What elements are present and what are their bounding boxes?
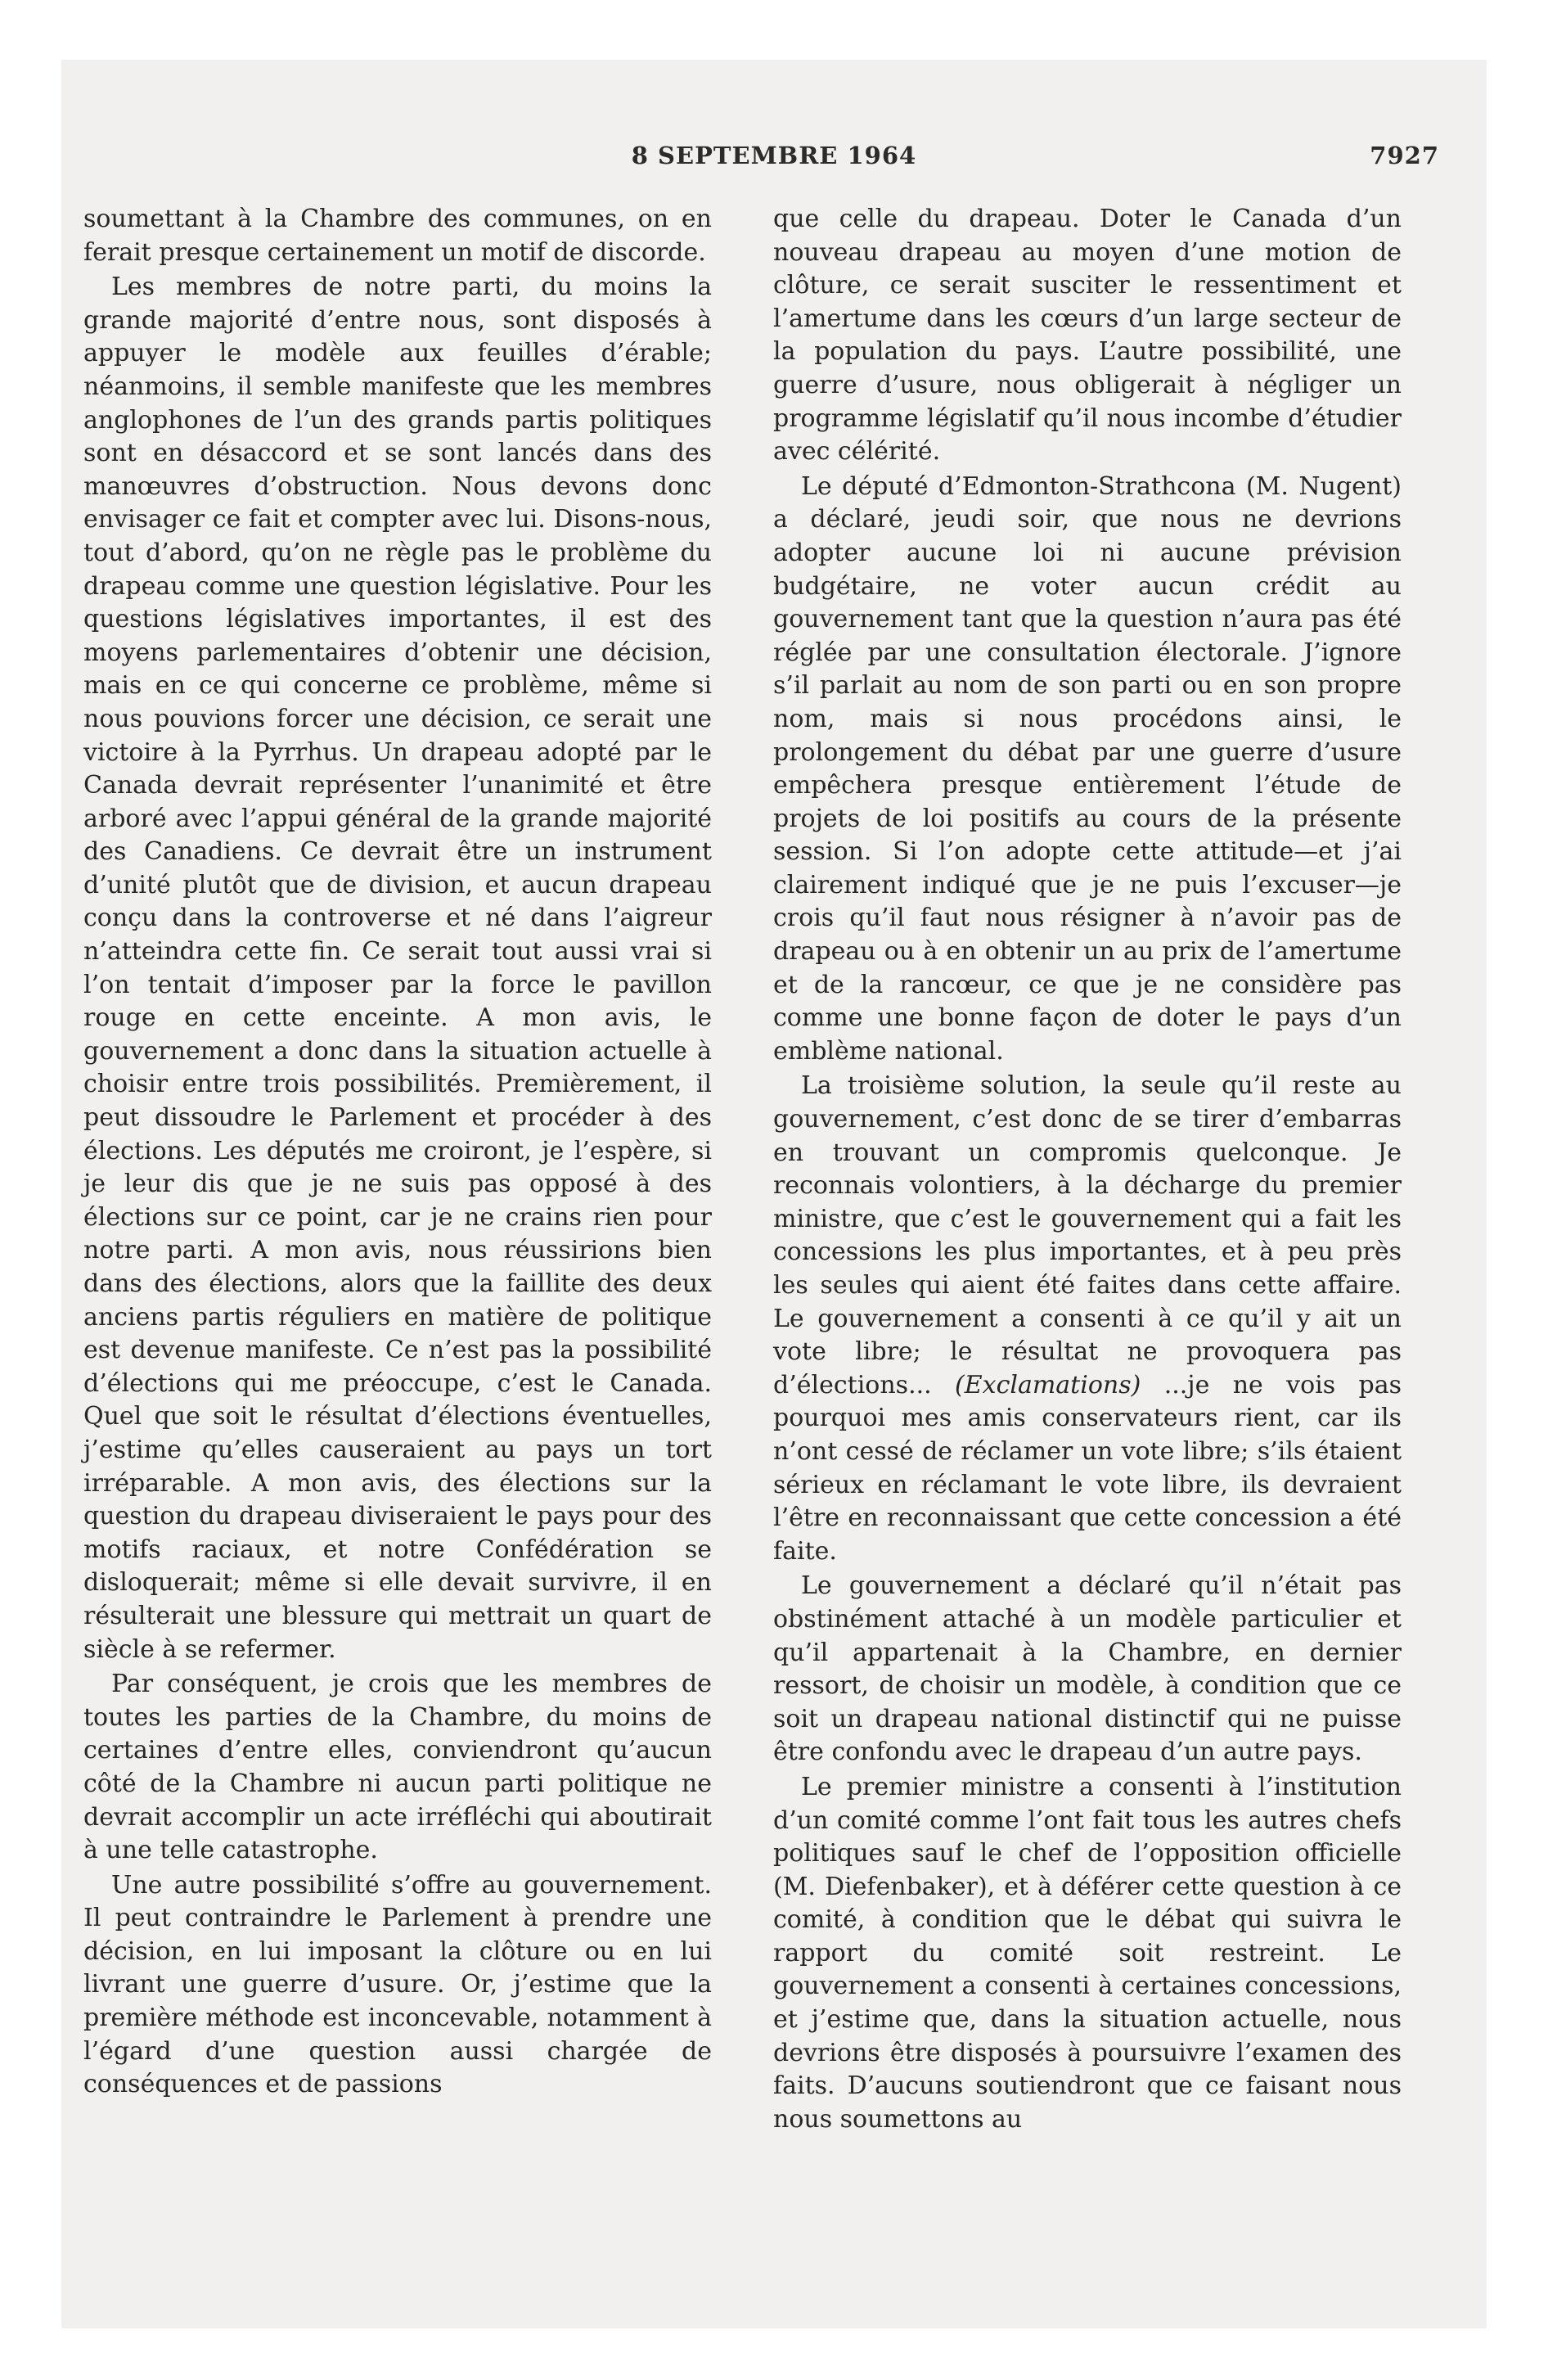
paragraph: Le premier ministre a consenti à l’institution d’un comité comme l’ont fait tous les autres chefs politiques sauf le chef de l’opposition officielle (M. Diefenbaker), et à déférer cette question à ce comité, à condition que le débat qui suivra le rapport du comité soit restreint. Le gouvernement a consenti à certaines concessions, et j’estime que, dans la situation actuelle, nous devrions être disposés à poursuivre l’examen des faits. D’aucuns soutiendront que ce faisant nous nous soumettons au — [773, 1772, 1402, 2134]
header-date: 8 SEPTEMBRE 1964 — [631, 142, 917, 169]
paragraph: Une autre possibilité s’offre au gouvernement. Il peut contraindre le Parlement à prendre une décision, en lui imposant la clôture ou en lui livrant une guerre d’usure. Or, j’estime que la première méthode est inconcevable, notamment à l’égard d’une question aussi chargée de conséquences et de passions — [83, 1870, 712, 2099]
paragraph: que celle du drapeau. Doter le Canada d’un nouveau drapeau au moyen d’une motion de clôture, ce serait susciter le ressentiment et l’amertume dans les cœurs d’un large secteur de la population du pays. L’autre possibilité, une guerre d’usure, nous obligerait à négliger un programme législatif qu’il nous incombe d’étudier avec célérité. — [773, 205, 1402, 467]
paragraph: Par conséquent, je crois que les membres de toutes les parties de la Chambre, du moins de certaines d’entre elles, conviendront qu’aucun côté de la Chambre ni aucun parti politique ne devrait accomplir un acte irréfléchi qui aboutirait à une telle catastrophe. — [83, 1670, 712, 1865]
paragraph: Le gouvernement a déclaré qu’il n’était pas obstinément attaché à un modèle particulier et qu’il appartenait à la Chambre, en dernier ressort, de choisir un modèle, à condition que ce soit un drapeau national distinctif qui ne puisse être confondu avec le drapeau d’un autre pays. — [773, 1571, 1402, 1767]
page-header — [61, 142, 1487, 174]
document-page — [61, 60, 1487, 2328]
paragraph: soumettant à la Chambre des communes, on en ferait presque certainement un motif de discorde. — [83, 205, 712, 267]
paragraph-with-interjection — [773, 1070, 1402, 1568]
page-number: 7927 — [1370, 142, 1439, 169]
left-column — [83, 203, 712, 2103]
paragraph: Les membres de notre parti, du moins la grande majorité d’entre nous, sont disposés à appuyer le modèle aux feuilles d’érable; néanmoins, il semble manifeste que les membres anglophones de l’un des grands partis politiques sont en désaccord et se sont lancés dans des manœuvres d’obstruction. Nous devons donc envisager ce fait et compter avec lui. Disons-nous, tout d’abord, qu’on ne règle pas le problème du drapeau comme une question législative. Pour les questions législatives importantes, il est des moyens parlementaires d’obtenir une décision, mais en ce qui concerne ce problème, même si nous pouvions forcer une décision, ce serait une victoire à la Pyrrhus. Un drapeau adopté par le Canada devrait représenter l’unanimité et être arboré avec l’appui général de la grande majorité des Canadiens. Ce devrait être un instrument d’unité plutôt que de division, et aucun drapeau conçu dans la controverse et né dans l’aigreur n’atteindra cette fin. Ce serait tout aussi vrai si l’on tentait d’imposer par la force le pavillon rouge en cette enceinte. A mon avis, le gouvernement a donc dans la situation actuelle à choisir entre trois possibilités. Premièrement, il peut dissoudre le Parlement et procéder à des élections. Les députés me croiront, je l’espère, si je leur dis que je ne suis pas opposé à des élections sur ce point, car je ne crains rien pour notre parti. A mon avis, nous réussirions bien dans des élections, alors que la faillite des deux anciens partis réguliers en matière de politique est devenue manifeste. Ce n’est pas la possibilité d’élections qui me préoccupe, c’est le Canada. Quel que soit le résultat d’élections éventuelles, j’estime qu’elles causeraient au pays un tort irréparable. A mon avis, des élections sur la question du drapeau diviseraient le pays pour des motifs raciaux, et notre Confédération se disloquerait; même si elle devait survivre, il en résulterait une blessure qui mettrait un quart de siècle à se refermer. — [83, 273, 712, 1664]
paragraph-text: La troisième solution, la seule qu’il reste au gouvernement, c’est donc de se tirer d’embarras en trouvant un compromis quelconque. Je reconnais volontiers, à la décharge du premier ministre, que c’est le gouvernement qui a fait les concessions les plus importantes, et à peu près les seules qui aient été faites dans cette affaire. Le gouvernement a consenti à ce qu’il y ait un vote libre; le résultat ne provoquera pas d’élections... — [773, 1071, 1402, 1400]
paragraph: Le député d’Edmonton-Strathcona (M. Nugent) a déclaré, jeudi soir, que nous ne devrions adopter aucune loi ni aucune prévision budgétaire, ne voter aucun crédit au gouvernement tant que la question n’aura pas été réglée par une consultation électorale. J’ignore s’il parlait au nom de son parti ou en son propre nom, mais si nous procédons ainsi, le prolongement du débat par une guerre d’usure empêchera presque entièrement l’étude de projets de loi positifs au cours de la présente session. Si l’on adopte cette attitude—et j’ai clairement indiqué que je ne puis l’excuser—je crois qu’il faut nous résigner à n’avoir pas de drapeau ou à en obtenir un au prix de l’amertume et de la rancœur, ce que je ne considère pas comme une bonne façon de doter le pays d’un emblème national. — [773, 471, 1402, 1066]
interjection: (Exclamations) — [955, 1370, 1141, 1400]
paragraph-text: ...je ne vois pas pourquoi mes amis conservateurs rient, car ils n’ont cessé de réclamer un vote libre; s’ils étaient sérieux en réclamant le vote libre, ils devraient l’être en reconnaissant que cette concession a été faite. — [773, 1370, 1402, 1566]
right-column — [773, 203, 1402, 2138]
